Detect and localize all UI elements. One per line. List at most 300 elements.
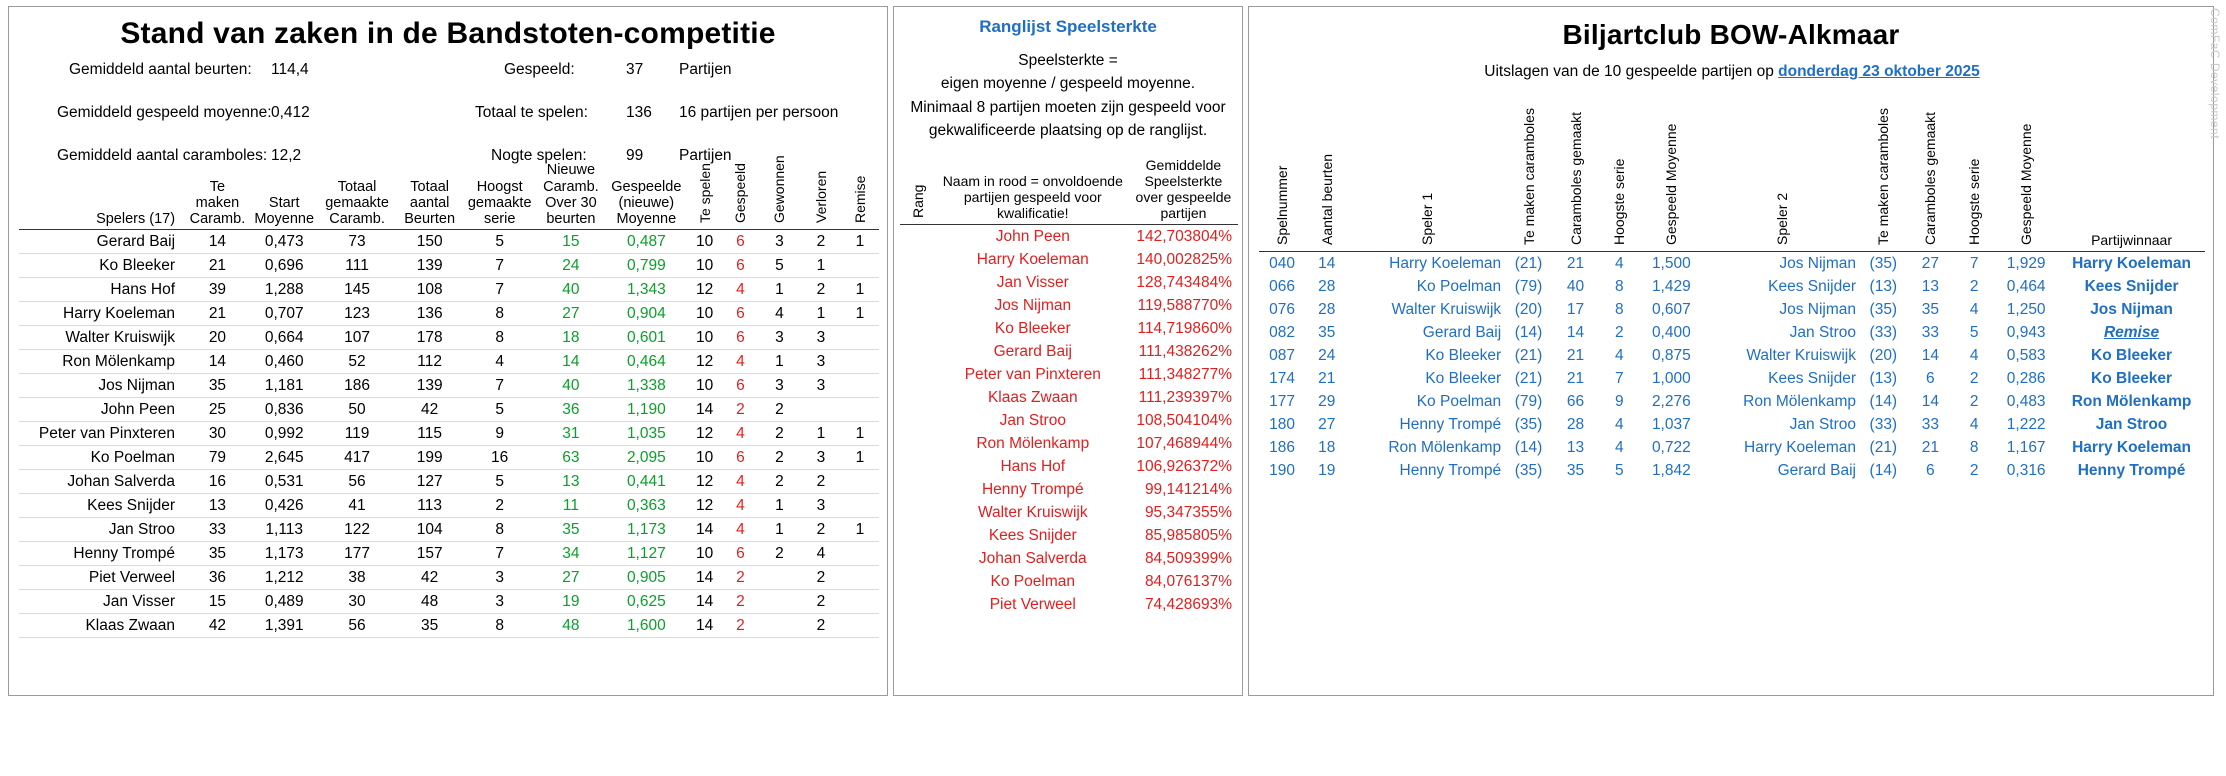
standings-header-5: Hoogst gemaakte serie bbox=[467, 178, 532, 227]
standings-panel bbox=[8, 6, 888, 696]
standings-header-4: Totaal aantal Beurten bbox=[404, 178, 456, 227]
standings-cell: 12 bbox=[686, 278, 723, 302]
standings-cell: 2 bbox=[801, 518, 841, 542]
results-date-link[interactable]: donderdag 23 oktober 2025 bbox=[1778, 63, 1980, 80]
standings-cell: 35 bbox=[536, 518, 607, 542]
standings-cell: 35 bbox=[185, 374, 250, 398]
ranking-position bbox=[900, 363, 937, 386]
stat-value-moyenne: 0,412 bbox=[271, 104, 310, 121]
results-cell: 66 bbox=[1566, 392, 1585, 410]
results-cell: 6 bbox=[1926, 461, 1935, 479]
list-item bbox=[900, 248, 1238, 271]
results-cell: 1,037 bbox=[1651, 415, 1691, 433]
standings-cell: 35 bbox=[185, 542, 250, 566]
standings-cell: 3 bbox=[758, 326, 801, 350]
results-cell: 0,875 bbox=[1651, 346, 1691, 364]
standings-cell: 0,696 bbox=[250, 254, 319, 278]
ranking-player-name: Jan Stroo bbox=[999, 411, 1066, 429]
stat-value-caramboles: 12,2 bbox=[271, 147, 302, 164]
results-winner: Kees Snijder bbox=[2084, 277, 2179, 295]
standings-header-1: Te maken Caramb. bbox=[189, 178, 246, 227]
results-player-name: Gerard Baij bbox=[1422, 323, 1502, 341]
ranking-strength-value: 119,588770% bbox=[1137, 296, 1232, 314]
results-player-name: Ron Mölenkamp bbox=[1743, 392, 1856, 410]
results-winner: Remise bbox=[2103, 323, 2160, 341]
standings-cell: 6 bbox=[723, 230, 758, 254]
results-cell: (21) bbox=[1514, 254, 1543, 272]
results-cell: 7 bbox=[1615, 369, 1624, 387]
ranking-player-name: Walter Kruiswijk bbox=[977, 503, 1088, 521]
standings-header-row bbox=[19, 157, 879, 230]
standings-cell: 2 bbox=[723, 566, 758, 590]
results-winner: Ron Mölenkamp bbox=[2071, 392, 2192, 410]
results-player-name: Ko Bleeker bbox=[1425, 346, 1502, 364]
ranking-position bbox=[900, 317, 937, 340]
results-cell: 1,500 bbox=[1651, 254, 1691, 272]
results-cell: (21) bbox=[1869, 438, 1898, 456]
table-row bbox=[19, 302, 879, 326]
standings-cell: 2 bbox=[801, 566, 841, 590]
ranking-strength-value: 85,985805% bbox=[1144, 526, 1232, 544]
ranking-player-name: Klaas Zwaan bbox=[987, 388, 1078, 406]
standings-cell: 14 bbox=[686, 614, 723, 638]
list-item bbox=[900, 386, 1238, 409]
ranking-position bbox=[900, 432, 937, 455]
standings-cell: 16 bbox=[464, 446, 536, 470]
ranking-player-name: Ko Bleeker bbox=[994, 319, 1071, 337]
standings-cell: 35 bbox=[395, 614, 463, 638]
list-item bbox=[900, 225, 1238, 249]
standings-cell: 38 bbox=[319, 566, 396, 590]
results-cell: 14 bbox=[1921, 346, 1939, 364]
results-player-name: Walter Kruiswijk bbox=[1746, 346, 1856, 364]
ranking-position bbox=[900, 501, 937, 524]
standings-cell: 11 bbox=[536, 494, 607, 518]
standings-cell: 2 bbox=[723, 590, 758, 614]
ranking-strength-value: 95,347355% bbox=[1144, 503, 1232, 521]
standings-cell: 111 bbox=[319, 254, 396, 278]
standings-cell: 2,645 bbox=[250, 446, 319, 470]
results-cell: 14 bbox=[1566, 323, 1585, 341]
table-row bbox=[19, 470, 879, 494]
results-header-0: Spelnummer bbox=[1274, 165, 1291, 245]
list-item bbox=[900, 593, 1238, 616]
results-cell: (35) bbox=[1514, 415, 1543, 433]
ranking-strength-value: 128,743484% bbox=[1136, 273, 1232, 291]
list-item bbox=[900, 363, 1238, 386]
standings-cell: 10 bbox=[686, 230, 723, 254]
results-cell: (33) bbox=[1869, 323, 1898, 341]
table-row bbox=[19, 542, 879, 566]
standings-header-11: Verloren bbox=[812, 170, 829, 223]
standings-cell: 0,363 bbox=[606, 494, 686, 518]
standings-cell: 30 bbox=[319, 590, 396, 614]
results-cell: (21) bbox=[1514, 346, 1543, 364]
table-row bbox=[19, 278, 879, 302]
table-row bbox=[19, 230, 879, 254]
standings-cell: 4 bbox=[723, 494, 758, 518]
ranking-strength-value: 111,348277% bbox=[1138, 365, 1232, 383]
standings-cell: 0,489 bbox=[250, 590, 319, 614]
standings-cell bbox=[841, 614, 879, 638]
list-item bbox=[900, 317, 1238, 340]
table-row bbox=[1259, 413, 2205, 436]
standings-cell: 2 bbox=[758, 398, 801, 422]
standings-cell: 1,391 bbox=[250, 614, 319, 638]
results-cell: 087 bbox=[1269, 346, 1295, 364]
results-table bbox=[1259, 108, 2205, 482]
standings-cell: 115 bbox=[395, 422, 463, 446]
results-cell: 4 bbox=[1615, 346, 1624, 364]
standings-cell: 13 bbox=[185, 494, 250, 518]
standings-cell: 14 bbox=[536, 350, 607, 374]
results-player-name: Ko Poelman bbox=[1416, 277, 1502, 295]
standings-player-name: Gerard Baij bbox=[19, 230, 185, 254]
standings-cell: 6 bbox=[723, 254, 758, 278]
ranking-strength-value: 99,141214% bbox=[1144, 480, 1232, 498]
results-subtitle-text: Uitslagen van de 10 gespeelde partijen op bbox=[1484, 63, 1774, 80]
right-panel-title: Biljartclub BOW-Alkmaar bbox=[1562, 19, 1900, 50]
standings-cell: 3 bbox=[464, 566, 536, 590]
ranking-strength-value: 111,438262% bbox=[1138, 342, 1232, 360]
table-row bbox=[19, 614, 879, 638]
results-cell: 29 bbox=[1318, 392, 1336, 410]
standings-cell: 177 bbox=[319, 542, 396, 566]
standings-player-name: Jan Stroo bbox=[19, 518, 185, 542]
standings-cell bbox=[841, 470, 879, 494]
results-cell: 076 bbox=[1269, 300, 1295, 318]
standings-cell: 6 bbox=[723, 374, 758, 398]
standings-cell: 2 bbox=[723, 614, 758, 638]
standings-cell: 27 bbox=[536, 302, 607, 326]
results-cell: (14) bbox=[1514, 438, 1543, 456]
ranking-position bbox=[900, 248, 937, 271]
results-cell: 0,583 bbox=[2006, 346, 2046, 364]
standings-player-name: Peter van Pinxteren bbox=[19, 422, 185, 446]
results-cell: 040 bbox=[1269, 254, 1295, 272]
results-header-9: Caramboles gemaakt bbox=[1922, 111, 1939, 245]
standings-cell bbox=[841, 590, 879, 614]
ranking-player-name: Ko Poelman bbox=[990, 572, 1075, 590]
results-cell: 33 bbox=[1921, 323, 1939, 341]
stat-unit-gespeeld: Partijen bbox=[679, 61, 732, 78]
table-row bbox=[19, 566, 879, 590]
standings-cell: 25 bbox=[185, 398, 250, 422]
results-player-name: Jos Nijman bbox=[1779, 254, 1856, 272]
standings-cell: 48 bbox=[395, 590, 463, 614]
results-player-name: Jan Stroo bbox=[1789, 415, 1856, 433]
standings-cell: 18 bbox=[536, 326, 607, 350]
stat-value-totaal-te-spelen: 136 bbox=[626, 104, 652, 121]
standings-cell: 1,173 bbox=[250, 542, 319, 566]
stat-label-nog-te-spelen: Nogte spelen: bbox=[491, 147, 587, 164]
standings-cell: 3 bbox=[464, 590, 536, 614]
standings-cell: 7 bbox=[464, 254, 536, 278]
standings-cell: 139 bbox=[395, 254, 463, 278]
explain-line-3: Minimaal 8 partijen moeten zijn gespeeld voor bbox=[910, 98, 1226, 116]
standings-cell: 2 bbox=[801, 278, 841, 302]
standings-cell: 14 bbox=[686, 566, 723, 590]
standings-cell: 9 bbox=[464, 422, 536, 446]
results-cell: 0,943 bbox=[2006, 323, 2046, 341]
results-cell: (13) bbox=[1869, 369, 1898, 387]
standings-cell: 5 bbox=[464, 230, 536, 254]
standings-cell: 0,487 bbox=[606, 230, 686, 254]
standings-cell: 40 bbox=[536, 374, 607, 398]
results-winner: Ko Bleeker bbox=[2091, 369, 2173, 387]
standings-cell: 1 bbox=[758, 278, 801, 302]
results-cell: (14) bbox=[1869, 461, 1898, 479]
table-row bbox=[1259, 367, 2205, 390]
ranking-strength-value: 140,002825% bbox=[1136, 250, 1232, 268]
standings-cell bbox=[758, 566, 801, 590]
results-cell: 6 bbox=[1926, 369, 1935, 387]
standings-player-name: John Peen bbox=[19, 398, 185, 422]
standings-cell: 139 bbox=[395, 374, 463, 398]
standings-cell: 1,173 bbox=[606, 518, 686, 542]
standings-cell: 14 bbox=[185, 350, 250, 374]
standings-cell: 2 bbox=[723, 398, 758, 422]
standings-header-2: Start Moyenne bbox=[254, 194, 315, 227]
standings-cell: 12 bbox=[686, 422, 723, 446]
results-cell: (35) bbox=[1869, 254, 1898, 272]
results-header-6: Gespeeld Moyenne bbox=[1663, 123, 1680, 245]
standings-cell: 107 bbox=[319, 326, 396, 350]
results-header-1: Aantal beurten bbox=[1318, 153, 1335, 245]
ranking-position bbox=[900, 524, 937, 547]
ranking-strength-value: 114,719860% bbox=[1137, 319, 1232, 337]
ranking-player-name: Henny Trompé bbox=[981, 480, 1084, 498]
results-cell: 9 bbox=[1615, 392, 1624, 410]
results-cell: 35 bbox=[1566, 461, 1585, 479]
standings-cell: 0,836 bbox=[250, 398, 319, 422]
standings-cell: 13 bbox=[536, 470, 607, 494]
standings-cell: 113 bbox=[395, 494, 463, 518]
ranking-player-name: Ron Mölenkamp bbox=[976, 434, 1090, 452]
results-cell: 2 bbox=[1969, 461, 1979, 479]
standings-cell: 1 bbox=[841, 278, 879, 302]
results-player-name: Henny Trompé bbox=[1399, 415, 1502, 433]
stat-value-gespeeld: 37 bbox=[626, 61, 644, 78]
results-cell: 28 bbox=[1318, 300, 1336, 318]
ranking-strength-value: 111,239397% bbox=[1138, 388, 1232, 406]
standings-cell: 14 bbox=[686, 590, 723, 614]
ranking-strength-value: 84,509399% bbox=[1144, 549, 1232, 567]
standings-cell: 3 bbox=[801, 446, 841, 470]
standings-cell: 10 bbox=[686, 374, 723, 398]
results-cell: 8 bbox=[1969, 438, 1979, 456]
results-cell: 066 bbox=[1269, 277, 1295, 295]
standings-cell: 0,905 bbox=[606, 566, 686, 590]
results-cell: 4 bbox=[1969, 346, 1979, 364]
table-row bbox=[1259, 298, 2205, 321]
results-cell: 35 bbox=[1921, 300, 1939, 318]
ranking-position bbox=[900, 593, 937, 616]
standings-player-name: Ron Mölenkamp bbox=[19, 350, 185, 374]
standings-cell: 10 bbox=[686, 254, 723, 278]
standings-header-10: Gewonnen bbox=[771, 155, 788, 223]
results-cell: 1,929 bbox=[2006, 254, 2046, 272]
standings-cell bbox=[758, 614, 801, 638]
results-cell: 21 bbox=[1318, 369, 1336, 387]
standings-cell: 1,190 bbox=[606, 398, 686, 422]
standings-cell bbox=[841, 542, 879, 566]
left-panel-title: Stand van zaken in de Bandstoten-competitie bbox=[120, 17, 776, 50]
standings-cell: 186 bbox=[319, 374, 396, 398]
standings-player-name: Jos Nijman bbox=[19, 374, 185, 398]
standings-cell: 1,181 bbox=[250, 374, 319, 398]
standings-cell: 6 bbox=[723, 302, 758, 326]
results-header-4: Caramboles gemaakt bbox=[1567, 111, 1584, 245]
table-row bbox=[1259, 459, 2205, 482]
results-cell: 4 bbox=[1969, 300, 1979, 318]
standings-player-name: Johan Salverda bbox=[19, 470, 185, 494]
standings-cell: 1 bbox=[758, 494, 801, 518]
ranking-header-row bbox=[900, 157, 1238, 225]
ranking-player-name: Jan Visser bbox=[996, 273, 1069, 291]
ranking-position bbox=[900, 271, 937, 294]
standings-cell: 10 bbox=[686, 542, 723, 566]
results-cell: 1,222 bbox=[2006, 415, 2046, 433]
speelsterkte-explanation bbox=[894, 49, 1242, 142]
stat-label-totaal-te-spelen: Totaal te spelen: bbox=[475, 104, 588, 121]
results-cell: 1,167 bbox=[2006, 438, 2046, 456]
ranking-table bbox=[900, 157, 1238, 616]
results-cell: 180 bbox=[1269, 415, 1295, 433]
standings-cell: 40 bbox=[536, 278, 607, 302]
table-row bbox=[1259, 436, 2205, 459]
table-row bbox=[1259, 252, 2205, 276]
ranking-strength-value: 106,926372% bbox=[1136, 457, 1232, 475]
results-cell: 4 bbox=[1969, 415, 1979, 433]
table-row bbox=[19, 398, 879, 422]
standings-cell: 2 bbox=[801, 590, 841, 614]
standings-cell: 36 bbox=[185, 566, 250, 590]
results-winner: Harry Koeleman bbox=[2072, 254, 2191, 272]
standings-cell bbox=[841, 566, 879, 590]
results-cell: 4 bbox=[1615, 254, 1624, 272]
results-cell: 0,722 bbox=[1651, 438, 1691, 456]
standings-cell: 2 bbox=[801, 470, 841, 494]
results-winner: Harry Koeleman bbox=[2072, 438, 2191, 456]
results-cell: 21 bbox=[1566, 254, 1585, 272]
stat-value-beurten: 114,4 bbox=[271, 61, 309, 78]
table-row bbox=[19, 422, 879, 446]
standings-player-name: Harry Koeleman bbox=[19, 302, 185, 326]
ranking-player-name: Hans Hof bbox=[1000, 457, 1066, 475]
results-cell: 28 bbox=[1566, 415, 1585, 433]
standings-cell: 10 bbox=[686, 326, 723, 350]
standings-cell: 417 bbox=[319, 446, 396, 470]
standings-cell: 73 bbox=[319, 230, 396, 254]
table-row bbox=[1259, 275, 2205, 298]
stat-label-beurten: Gemiddeld aantal beurten: bbox=[69, 61, 252, 78]
standings-header-0: Spelers (17) bbox=[96, 211, 176, 227]
results-cell: 2 bbox=[1969, 392, 1979, 410]
standings-cell bbox=[841, 398, 879, 422]
standings-cell: 2 bbox=[801, 614, 841, 638]
standings-player-name: Jan Visser bbox=[19, 590, 185, 614]
results-winner: Henny Trompé bbox=[2077, 461, 2186, 479]
standings-cell: 63 bbox=[536, 446, 607, 470]
standings-cell: 1 bbox=[841, 518, 879, 542]
standings-cell: 1 bbox=[841, 302, 879, 326]
standings-cell: 8 bbox=[464, 518, 536, 542]
standings-cell: 4 bbox=[723, 518, 758, 542]
results-player-name: Ko Poelman bbox=[1416, 392, 1502, 410]
standings-cell: 12 bbox=[686, 494, 723, 518]
standings-cell: 2 bbox=[758, 470, 801, 494]
ranking-player-name: Gerard Baij bbox=[993, 342, 1072, 360]
standings-cell bbox=[841, 326, 879, 350]
results-cell: (20) bbox=[1869, 346, 1898, 364]
results-cell: 2 bbox=[1969, 369, 1979, 387]
results-player-name: Jos Nijman bbox=[1779, 300, 1856, 318]
standings-cell: 1,113 bbox=[250, 518, 319, 542]
ranking-position bbox=[900, 294, 937, 317]
results-winner: Jos Nijman bbox=[2090, 300, 2173, 318]
standings-cell: 3 bbox=[758, 374, 801, 398]
standings-cell: 4 bbox=[801, 542, 841, 566]
standings-cell: 12 bbox=[686, 350, 723, 374]
table-row bbox=[19, 374, 879, 398]
list-item bbox=[900, 271, 1238, 294]
results-header-3: Te maken caramboles bbox=[1520, 108, 1537, 245]
results-cell: 21 bbox=[1566, 369, 1585, 387]
stat-label-gespeeld: Gespeeld: bbox=[504, 61, 575, 78]
results-cell: (21) bbox=[1514, 369, 1543, 387]
standings-body bbox=[19, 230, 879, 638]
results-cell: (13) bbox=[1869, 277, 1898, 295]
standings-player-name: Henny Trompé bbox=[19, 542, 185, 566]
list-item bbox=[900, 570, 1238, 593]
standings-cell: 36 bbox=[536, 398, 607, 422]
table-row bbox=[19, 326, 879, 350]
ranking-strength-value: 142,703804% bbox=[1136, 227, 1232, 245]
standings-cell: 27 bbox=[536, 566, 607, 590]
standings-table bbox=[19, 157, 879, 638]
results-cell: 082 bbox=[1269, 323, 1295, 341]
standings-cell: 10 bbox=[686, 302, 723, 326]
standings-cell: 0,441 bbox=[606, 470, 686, 494]
standings-cell: 14 bbox=[185, 230, 250, 254]
ranking-player-name: Jos Nijman bbox=[994, 296, 1072, 314]
standings-cell: 104 bbox=[395, 518, 463, 542]
ranking-strength-value: 74,428693% bbox=[1144, 595, 1232, 613]
standings-cell: 2 bbox=[464, 494, 536, 518]
standings-cell: 2 bbox=[801, 230, 841, 254]
standings-cell: 0,426 bbox=[250, 494, 319, 518]
ranking-player-name: Kees Snijder bbox=[988, 526, 1077, 544]
results-cell: 0,607 bbox=[1651, 300, 1691, 318]
ranking-header-strength: Gemiddelde Speelsterkte over gespeelde partijen bbox=[1135, 157, 1232, 222]
standings-cell: 0,664 bbox=[250, 326, 319, 350]
table-row bbox=[19, 446, 879, 470]
standings-header-6: Nieuwe Caramb. Over 30 beurten bbox=[543, 162, 599, 227]
standings-player-name: Piet Verweel bbox=[19, 566, 185, 590]
table-row bbox=[19, 494, 879, 518]
results-cell: 13 bbox=[1566, 438, 1585, 456]
results-cell: 7 bbox=[1969, 254, 1979, 272]
standings-cell: 5 bbox=[758, 254, 801, 278]
standings-cell: 19 bbox=[536, 590, 607, 614]
table-row bbox=[19, 518, 879, 542]
list-item bbox=[900, 340, 1238, 363]
standings-cell: 2,095 bbox=[606, 446, 686, 470]
standings-cell: 15 bbox=[536, 230, 607, 254]
standings-cell: 20 bbox=[185, 326, 250, 350]
results-player-name: Kees Snijder bbox=[1768, 277, 1856, 295]
